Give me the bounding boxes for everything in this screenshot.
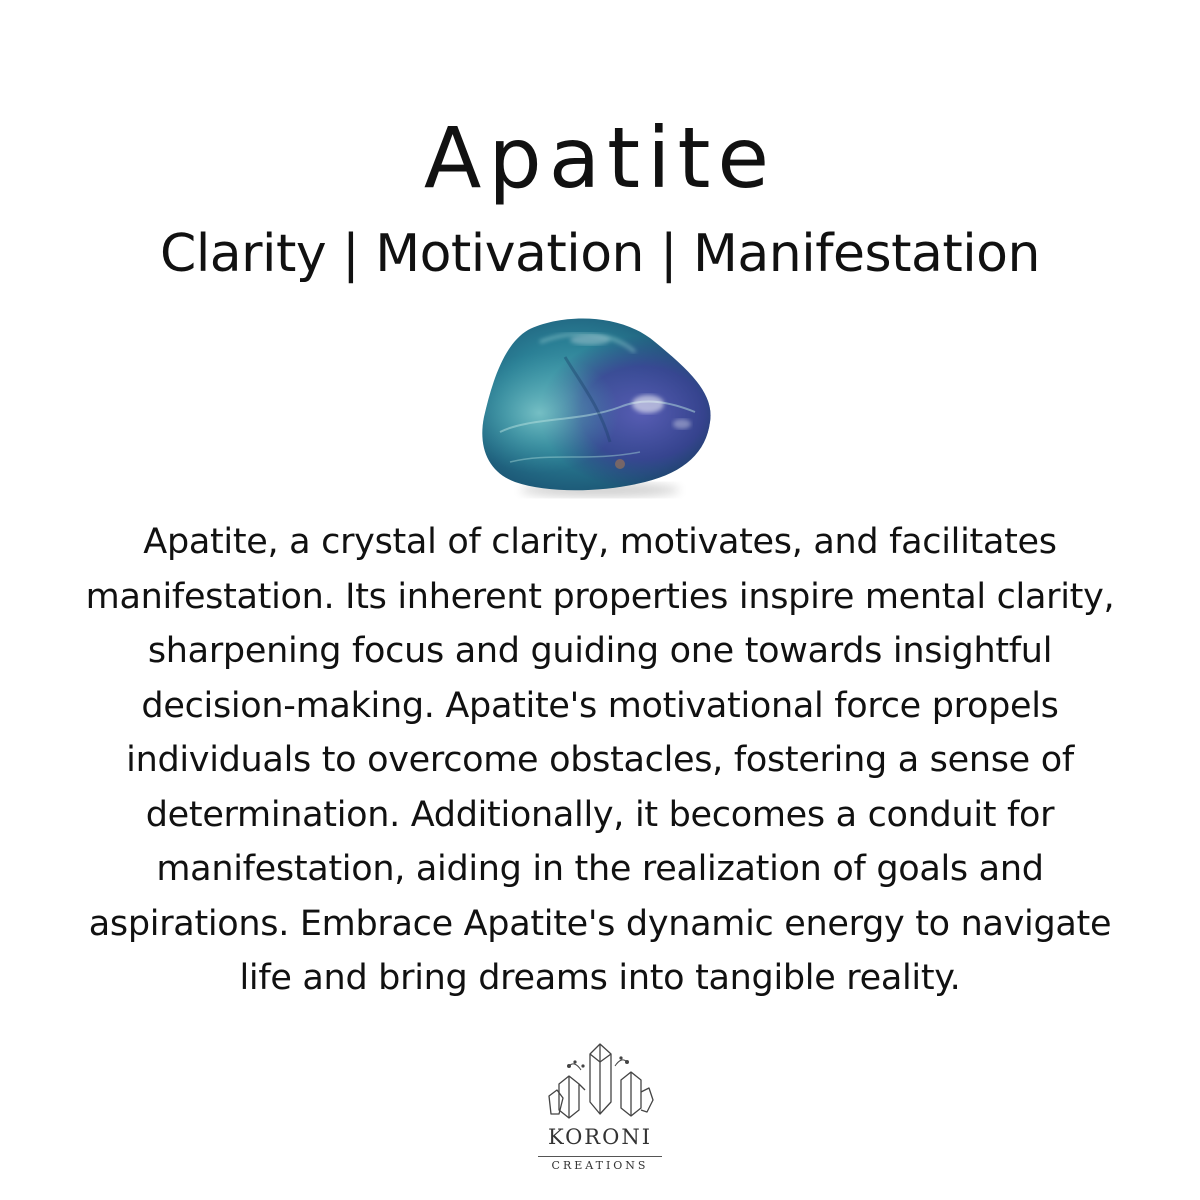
apatite-stone-image bbox=[470, 312, 720, 502]
brand-logo bbox=[520, 1040, 680, 1180]
brand-tagline: CREATIONS bbox=[551, 1159, 649, 1172]
page-subtitle: Clarity | Motivation | Manifestation bbox=[160, 224, 1040, 284]
brand-name: KORONI bbox=[547, 1125, 653, 1149]
brand-divider bbox=[538, 1156, 662, 1157]
crystal-cluster-icon bbox=[545, 1040, 655, 1122]
page-title: Apatite bbox=[423, 109, 777, 207]
crystal-description: Apatite, a crystal of clarity, motivates, and facilitates manifestation. Its inherent properties inspire mental clarity, sharpening focus and guiding one towards insightful decision-making. Apatite's motivational force propels individuals to overcome obstacles, fostering a sense of determination. Additionally, it becomes a conduit for manifestation, aiding in the realization of goals and aspirations. Embrace Apatite's dynamic energy to navigate life and bring dreams into tangible reality. bbox=[85, 522, 1115, 998]
